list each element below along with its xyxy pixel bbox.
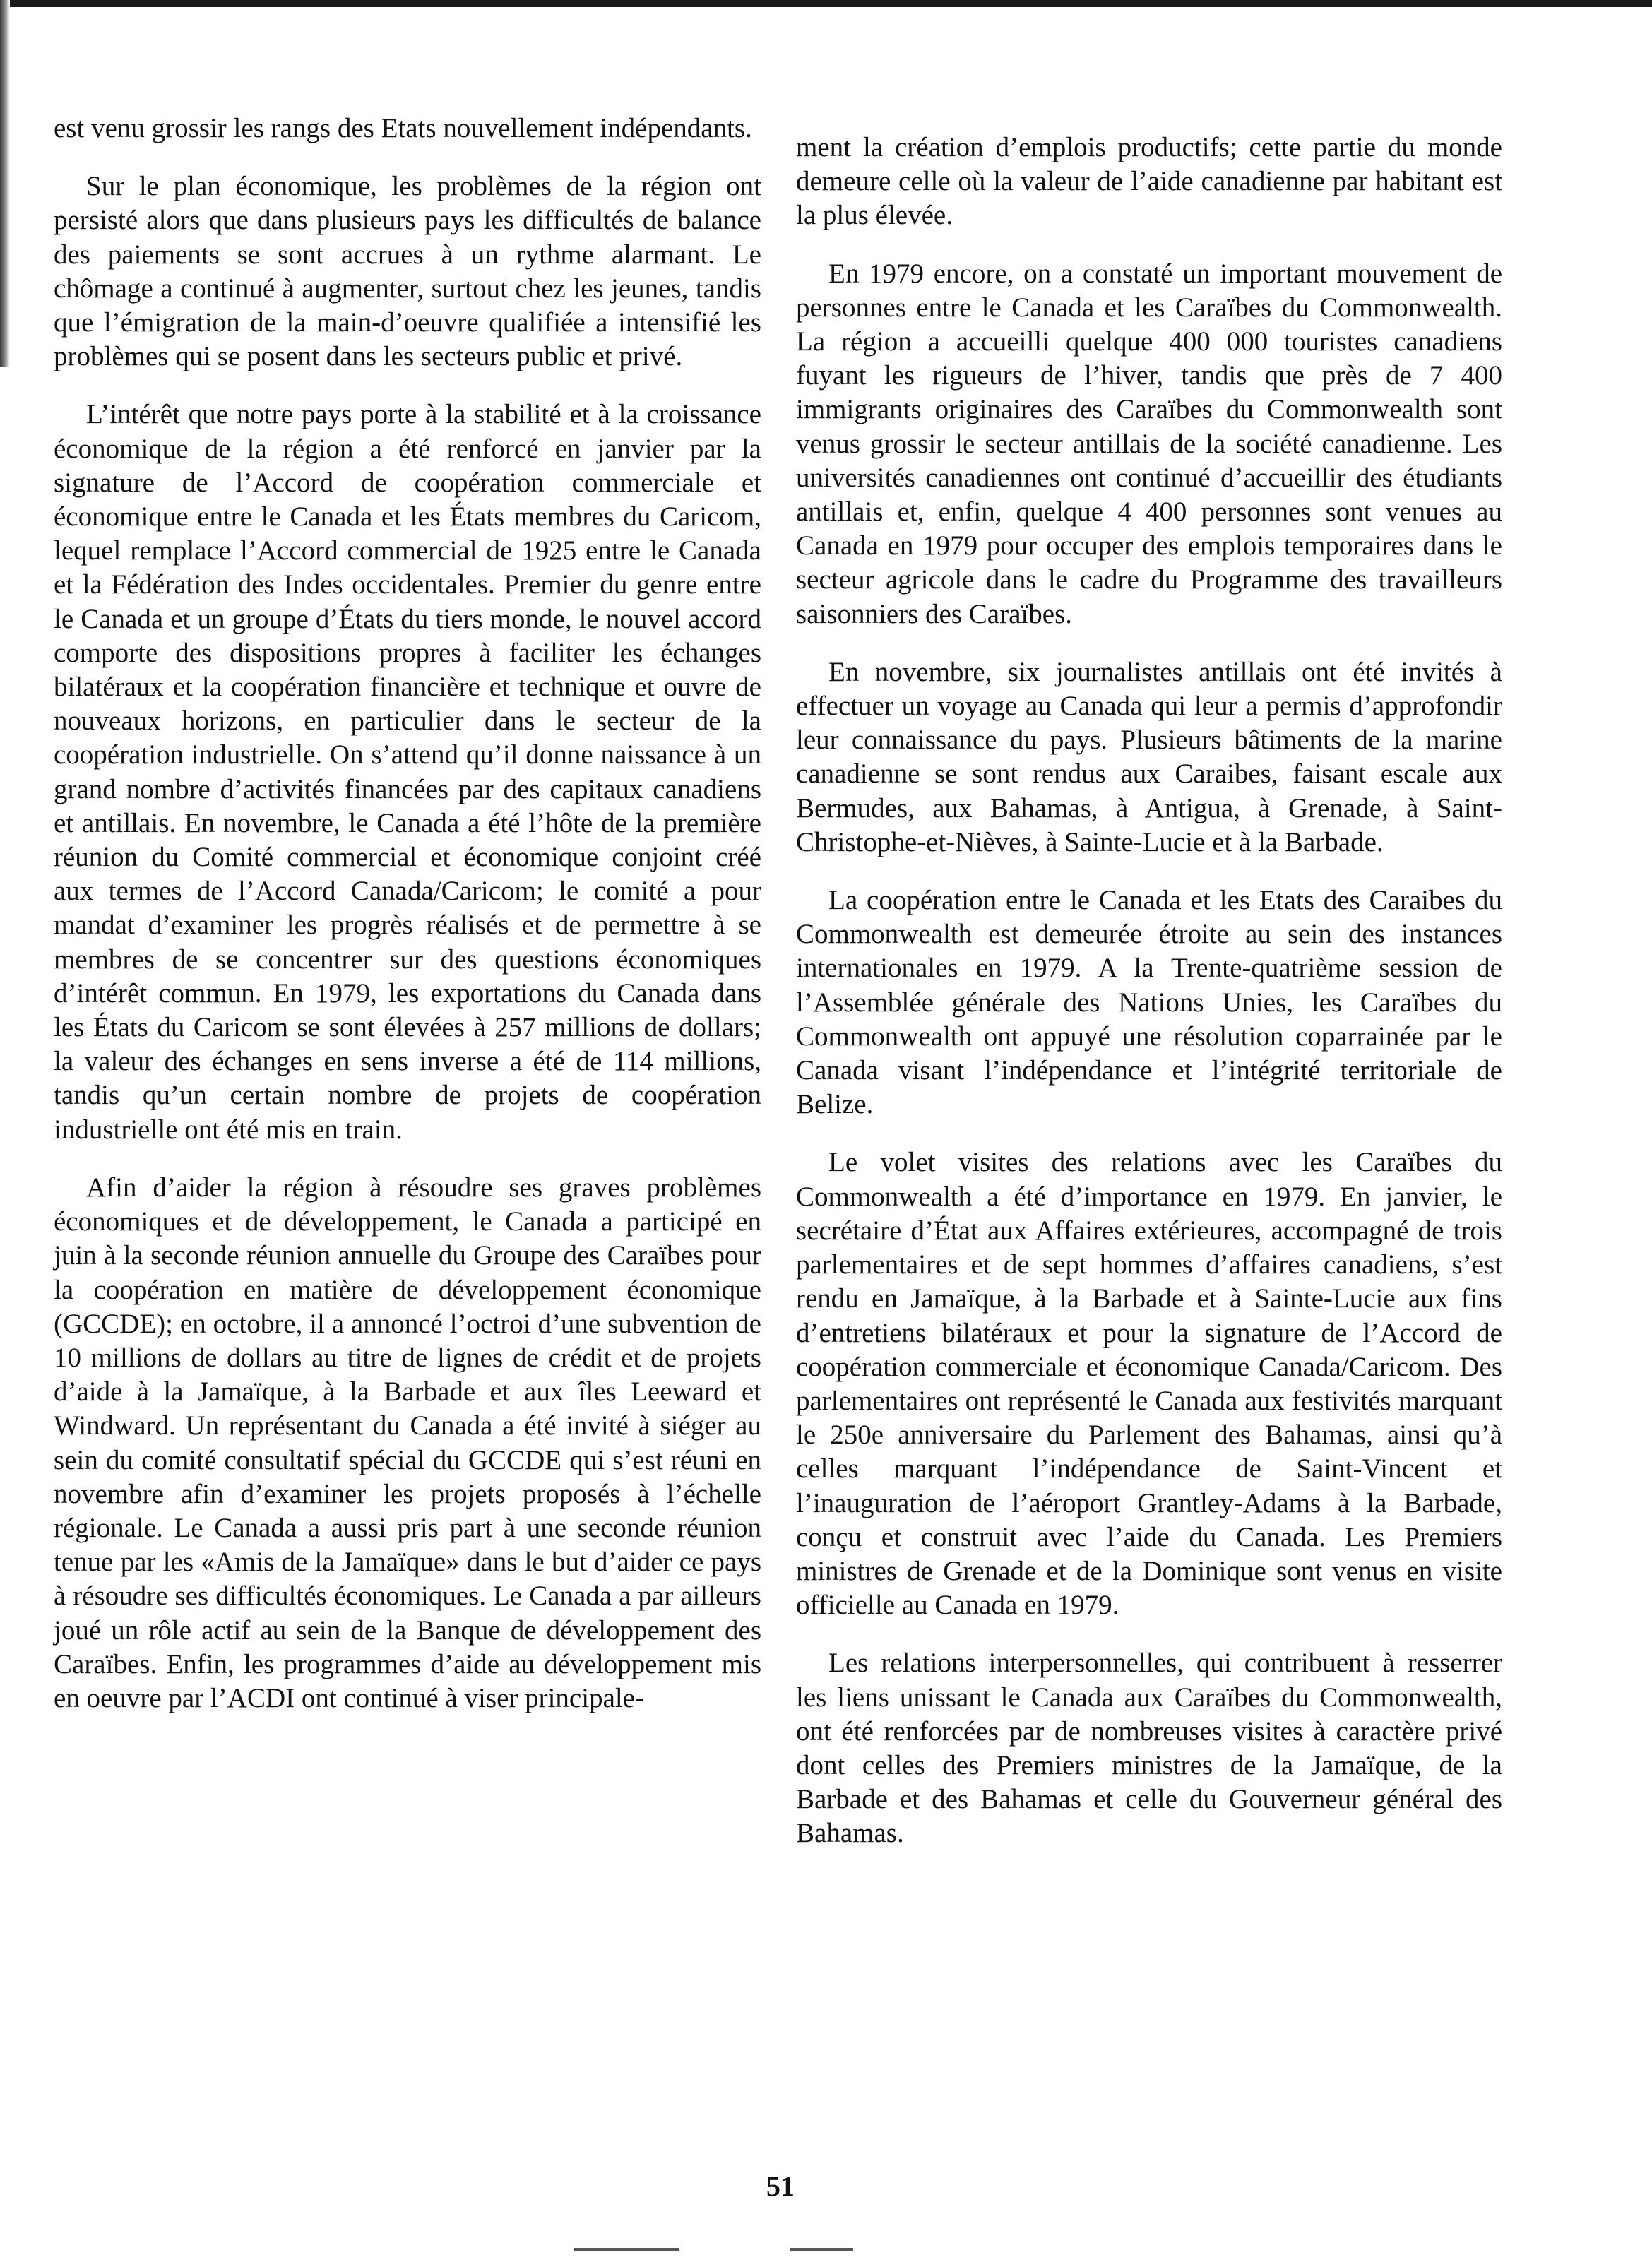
paragraph: La coopération entre le Canada et les Etats des Caraibes du Commonwealth est demeurée étroite au sein des instances internationales en 1979. A la Trente-quatrième session de l’Assemblée générale des Nations Unies, les Caraïbes du Commonwealth ont appuyé une résolution coparrainée par le Canada visant l’indépendance et l’intégrité territoriale de Belize.	[796, 885, 1502, 1120]
scan-edge-shadow	[0, 0, 10, 367]
scan-mark	[790, 2248, 853, 2251]
top-border	[0, 0, 1652, 7]
paragraph: L’intérêt que notre pays porte à la stabilité et à la croissance économique de la région a été renforcé en janvier par la signature de l’Accord de coopération commerciale et économique entre le Canada et les États membres du Caricom, lequel remplace l’Accord commercial de 1925 entre le Canada et la Fédération des Indes occidentales. Premier du genre entre le Canada et un groupe d’États du tiers monde, le nouvel accord comporte des dispositions propres à faciliter les échanges bilatéraux et la coopération financière et technique et ouvre de nouveaux horizons, en particulier dans le secteur de la coopération industrielle. On s’attend qu’il donne naissance à un grand nombre d’activités financées par des capitaux canadiens et antillais. En novembre, le Canada a été l’hôte de la première réunion du Comité commercial et économique conjoint créé aux termes de l’Accord Canada/Caricom; le comité a pour mandat d’examiner les progrès réalisés et de permettre à se membres de se concentrer sur des questions économiques d’intérêt commun. En 1979, les exportations du Canada dans les États du Caricom se sont élevées à 257 millions de dollars; la valeur des échanges en sens inverse a été de 114 millions, tandis qu’un certain nombre de projets de coopération industrielle ont été mis en train.	[54, 399, 761, 1145]
paragraph: ment la création d’emplois productifs; cette partie du monde demeure celle où la valeur de l’aide canadienne par habitant est la plus élevée.	[796, 132, 1502, 231]
left-column	[54, 112, 761, 1739]
paragraph: Le volet visites des relations avec les Caraïbes du Commonwealth a été d’importance en 1979. En janvier, le secrétaire d’État aux Affaires extérieures, accompagné de trois parlementaires et de sept hommes d’affaires canadiens, s’est rendu en Jamaïque, à la Barbade et à Sainte-Lucie aux fins d’entretiens bilatéraux et pour la signature de l’Accord de coopération commerciale et économique Canada/Caricom. Des parlementaires ont représenté le Canada aux festivités marquant le 250e anniversaire du Parlement des Bahamas, ainsi qu’à celles marquant l’indépendance de Saint-Vincent et l’inauguration de l’aéroport Grantley-Adams à la Barbade, conçu et construit avec l’aide du Canada. Les Premiers ministres de Grenade et de la Dominique sont venus en visite officielle au Canada en 1979.	[796, 1147, 1502, 1621]
page-number: 51	[766, 2170, 795, 2202]
paragraph: En novembre, six journalistes antillais ont été invités à effectuer un voyage au Canada qui leur a permis d’approfondir leur connaissance du pays. Plusieurs bâtiments de la marine canadienne se sont rendus aux Caraibes, faisant escale aux Bermudes, aux Bahamas, à Antigua, à Grenade, à Saint-Christophe-et-Nièves, à Sainte-Lucie et à la Barbade.	[796, 656, 1502, 857]
paragraph: est venu grossir les rangs des Etats nouvellement indépendants.	[54, 113, 752, 143]
paragraph: Les relations interpersonnelles, qui contribuent à resserrer les liens unissant le Canada aux Caraïbes du Commonwealth, ont été renforcées par de nombreuses visites à caractère privé dont celles des Premiers ministres de la Jamaïque, de la Barbade et des Bahamas et celle du Gouverneur général des Bahamas.	[796, 1648, 1502, 1849]
right-column	[796, 131, 1502, 1875]
paragraph: Afin d’aider la région à résoudre ses graves problèmes économiques et de développement, le Canada a participé en juin à la seconde réunion annuelle du Groupe des Caraïbes pour la coopération en matière de développement économique (GCCDE); en octobre, il a annoncé l’octroi d’une subvention de 10 millions de dollars au titre de lignes de crédit et de projets d’aide à la Jamaïque, à la Barbade et aux îles Leeward et Windward. Un représentant du Canada a été invité à siéger au sein du comité consultatif spécial du GCCDE qui s’est réuni en novembre afin d’examiner les projets proposés à l’échelle régionale. Le Canada a aussi pris part à une seconde réunion tenue par les «Amis de la Jamaïque» dans le but d’aider ce pays à résoudre ses difficultés économiques. Le Canada a par ailleurs joué un rôle actif au sein de la Banque de développement des Caraïbes. Enfin, les programmes d’aide au développement mis en oeuvre par l’ACDI ont continué à viser principale-	[54, 1172, 761, 1713]
paragraph: Sur le plan économique, les problèmes de la région ont persisté alors que dans plusieurs pays les difficultés de balance des paiements se sont accrues à un rythme alarmant. Le chômage a continué à augmenter, surtout chez les jeunes, tandis que l’émigration de la main-d’oeuvre qualifiée a intensifié les problèmes qui se posent dans les secteurs public et privé.	[54, 171, 761, 372]
scan-mark	[574, 2248, 679, 2251]
paragraph: En 1979 encore, on a constaté un important mouvement de personnes entre le Canada et les Caraïbes du Commonwealth. La région a accueilli quelque 400 000 touristes canadiens fuyant les rigueurs de l’hiver, tandis que près de 7 400 immigrants originaires des Caraïbes du Commonwealth sont venus grossir le secteur antillais de la société canadienne. Les universités canadiennes ont continué d’accueillir des étudiants antillais et, enfin, quelque 4 400 personnes sont venues au Canada en 1979 pour occuper des emplois temporaires dans le secteur agricole dans le cadre du Programme des travailleurs saisonniers des Caraïbes.	[796, 258, 1502, 629]
